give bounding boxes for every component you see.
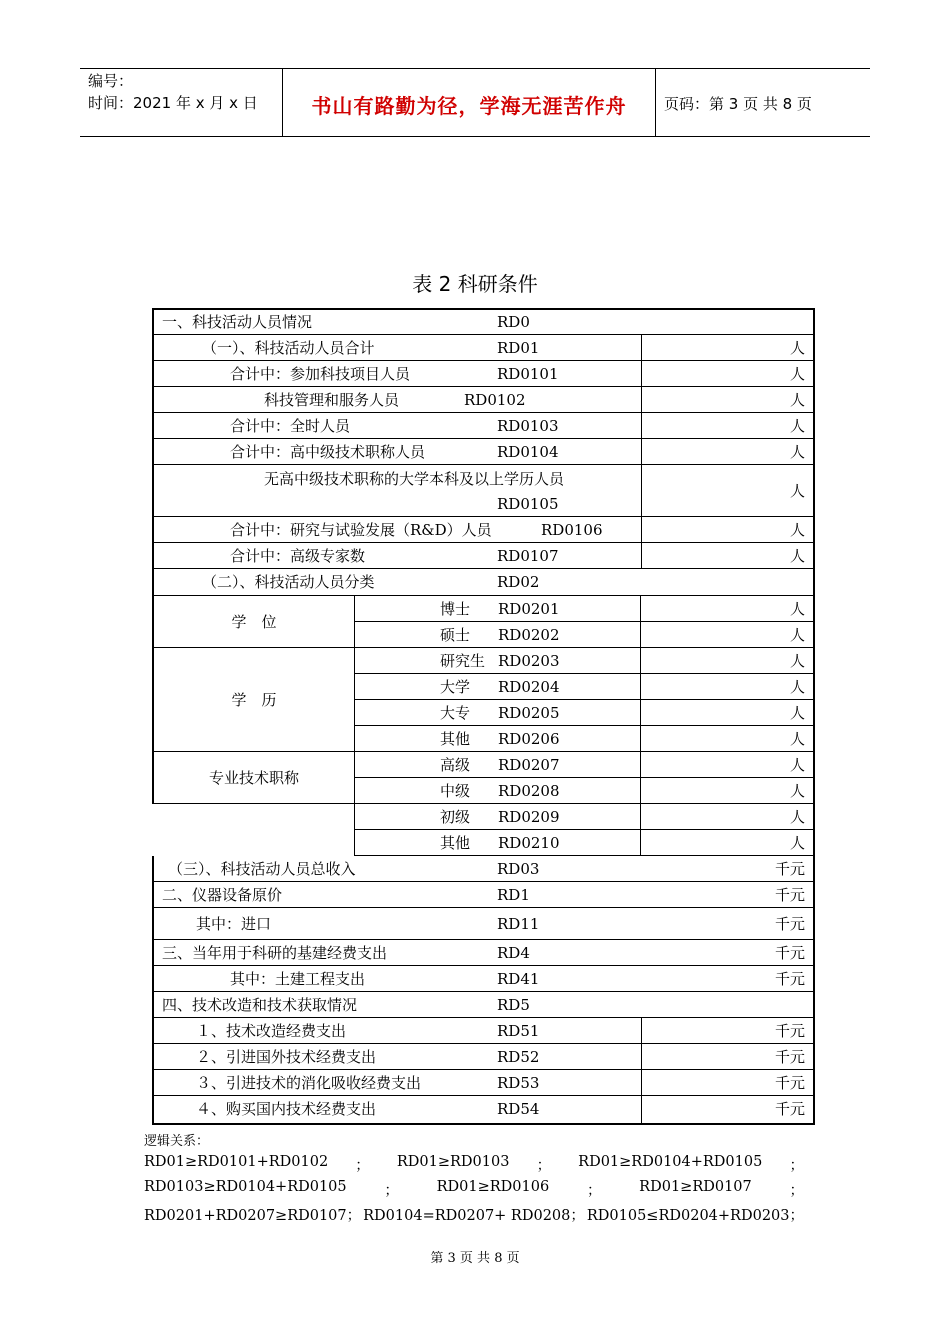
row-label: 合计中：全时人员 [230, 417, 351, 435]
row-code: RD0 [497, 313, 530, 331]
column-divider [640, 596, 641, 621]
row-code: RD1 [497, 886, 530, 904]
sub-code: RD0209 [498, 808, 560, 826]
column-divider [640, 700, 641, 725]
row-code: RD0105 [497, 495, 559, 513]
row-unit: 人 [789, 365, 805, 383]
row-unit: 人 [789, 730, 805, 748]
row-unit: 人 [789, 417, 805, 435]
row-label: 合计中：参加科技项目人员 [230, 365, 411, 383]
row-unit: 人 [789, 391, 805, 409]
table-row [354, 596, 815, 622]
row-unit: 人 [789, 547, 805, 565]
table-row [152, 992, 815, 1018]
sub-name: 其他 [440, 730, 471, 748]
sub-name: 研究生 [440, 652, 486, 670]
row-label: 四、技术改造和技术获取情况 [162, 996, 358, 1014]
serial-label: 编号： [88, 72, 134, 90]
table-row [152, 1018, 815, 1044]
table-row [152, 361, 815, 387]
column-divider [641, 1044, 642, 1069]
column-divider [641, 335, 642, 360]
row-label: ３、引进技术的消化吸收经费支出 [196, 1074, 422, 1092]
column-divider [640, 804, 641, 829]
row-unit: 人 [789, 443, 805, 461]
page-footer: 第 3 页 共 8 页 [430, 1251, 520, 1266]
row-label: （二）、科技活动人员分类 [202, 573, 375, 591]
row-label: 三、当年用于科研的基建经费支出 [162, 944, 388, 962]
table-row [152, 1044, 815, 1070]
sub-name: 大学 [440, 678, 471, 696]
column-divider [640, 752, 641, 777]
row-label: 一、科技活动人员情况 [162, 313, 313, 331]
table-row [354, 674, 815, 700]
row-unit: 千元 [774, 1048, 805, 1066]
table-row [152, 465, 815, 517]
row-unit: 千元 [774, 886, 805, 904]
row-unit: 千元 [774, 1074, 805, 1092]
sub-code: RD0204 [498, 678, 560, 696]
row-code: RD0101 [497, 365, 559, 383]
logic-line-2 [144, 1179, 804, 1200]
row-unit: 人 [789, 704, 805, 722]
row-unit: 千元 [774, 944, 805, 962]
row-code: RD0107 [497, 547, 559, 565]
row-label: （一）、科技活动人员合计 [202, 339, 375, 357]
header-page-info: 页码：第 3 页 共 8 页 [664, 95, 812, 113]
row-unit: 人 [789, 521, 805, 539]
logic-separator: ； [384, 1183, 399, 1199]
header-motto: 书山有路勤为径，学海无涯苦作舟 [311, 94, 627, 118]
column-divider [641, 1018, 642, 1043]
table-row [152, 882, 815, 908]
logic-separator: ； [789, 1183, 804, 1199]
table-row [152, 908, 815, 940]
table-row [152, 966, 815, 992]
row-unit: 人 [789, 782, 805, 800]
row-code: RD4 [497, 944, 530, 962]
column-divider [641, 439, 642, 464]
sub-name: 中级 [440, 782, 471, 800]
table-row [354, 752, 815, 778]
row-unit: 人 [789, 339, 805, 357]
logic-separator: ； [536, 1158, 552, 1174]
sub-code: RD0205 [498, 704, 560, 722]
row-code: RD5 [497, 996, 530, 1014]
column-divider [640, 622, 641, 647]
logic-item: RD01≥RD0101+RD0102 [144, 1154, 329, 1170]
sub-code: RD0201 [498, 600, 560, 618]
table-row [354, 778, 815, 804]
row-unit: 千元 [774, 1100, 805, 1118]
row-code: RD52 [497, 1048, 540, 1066]
sub-name: 高级 [440, 756, 471, 774]
table-row [152, 335, 815, 361]
row-label: ４、购买国内技术经费支出 [196, 1100, 377, 1118]
column-divider [641, 1096, 642, 1123]
sub-code: RD0210 [498, 834, 560, 852]
logic-item: RD01≥RD0107 [639, 1179, 752, 1195]
table-row [152, 856, 815, 882]
logic-item: RD0201+RD0207≥RD0107； [144, 1208, 362, 1224]
sub-code: RD0207 [498, 756, 560, 774]
sub-code: RD0208 [498, 782, 560, 800]
table-row [354, 700, 815, 726]
row-label: 其中：进口 [196, 915, 272, 933]
group-education: 学 历 [152, 648, 355, 752]
group-professional-title: 专业技术职称 [152, 752, 355, 804]
sub-name: 初级 [440, 808, 471, 826]
group-degree: 学 位 [152, 596, 355, 648]
row-code: RD0106 [541, 521, 603, 539]
logic-line-1 [144, 1154, 804, 1175]
table-row [152, 1070, 815, 1096]
table-row [152, 543, 815, 569]
column-divider [640, 778, 641, 803]
header-bottom-rule [80, 136, 870, 137]
row-code: RD51 [497, 1022, 540, 1040]
row-code: RD0104 [497, 443, 559, 461]
row-unit: 人 [789, 756, 805, 774]
table-row [152, 517, 815, 543]
column-divider [641, 1070, 642, 1095]
table-row [354, 830, 815, 856]
table-row [354, 726, 815, 752]
column-divider [641, 517, 642, 542]
table-row [152, 569, 815, 596]
row-code: RD0102 [464, 391, 526, 409]
sub-name: 大专 [440, 704, 471, 722]
sub-code: RD0202 [498, 626, 560, 644]
header-top-rule [80, 68, 870, 69]
sub-name: 硕士 [440, 626, 471, 644]
table-row [354, 804, 815, 830]
sub-code: RD0206 [498, 730, 560, 748]
logic-item: RD0105≤RD0204+RD0203； [586, 1208, 804, 1224]
row-label: １、技术改造经费支出 [196, 1022, 347, 1040]
row-code: RD02 [497, 573, 540, 591]
table-row [152, 439, 815, 465]
row-code: RD54 [497, 1100, 540, 1118]
time-label: 时间：2021 年 x 月 x 日 [88, 94, 258, 112]
table-row [152, 387, 815, 413]
row-label: （三）、科技活动人员总收入 [168, 860, 356, 878]
column-divider [641, 543, 642, 568]
logic-title: 逻辑关系： [144, 1134, 210, 1149]
column-divider [641, 465, 642, 516]
row-unit: 人 [789, 626, 805, 644]
table-row [152, 413, 815, 439]
row-label: 其中：土建工程支出 [230, 970, 366, 988]
column-divider [641, 361, 642, 386]
row-unit: 人 [789, 834, 805, 852]
logic-item: RD0104=RD0207+ RD0208； [363, 1208, 585, 1224]
row-label: 二、仪器设备原价 [162, 886, 283, 904]
row-label: ２、引进国外技术经费支出 [196, 1048, 377, 1066]
sub-code: RD0203 [498, 652, 560, 670]
logic-item: RD01≥RD0104+RD0105 [578, 1154, 763, 1170]
row-unit: 千元 [774, 915, 805, 933]
logic-separator: ； [355, 1158, 370, 1174]
row-unit: 千元 [774, 860, 805, 878]
column-divider [640, 726, 641, 751]
column-divider [640, 648, 641, 673]
table-row [152, 1096, 815, 1125]
row-code: RD53 [497, 1074, 540, 1092]
row-label: 合计中：研究与试验发展（R&D）人员 [230, 521, 492, 539]
sub-name: 其他 [440, 834, 471, 852]
logic-item: RD0103≥RD0104+RD0105 [144, 1179, 347, 1195]
table-row [354, 622, 815, 648]
row-unit: 千元 [774, 970, 805, 988]
sub-name: 博士 [440, 600, 471, 618]
column-divider [641, 387, 642, 412]
row-code: RD11 [497, 915, 540, 933]
row-unit: 人 [789, 808, 805, 826]
row-label: 无高中级技术职称的大学本科及以上学历人员 [264, 470, 565, 488]
row-label: 合计中：高中级技术职称人员 [230, 443, 426, 461]
row-unit: 人 [789, 678, 805, 696]
row-code: RD03 [497, 860, 540, 878]
column-divider [641, 413, 642, 438]
row-unit: 人 [789, 600, 805, 618]
logic-separator: ； [586, 1183, 602, 1199]
column-divider [640, 830, 641, 855]
row-code: RD0103 [497, 417, 559, 435]
row-unit: 人 [789, 482, 805, 500]
table-row [152, 308, 815, 335]
row-code: RD01 [497, 339, 540, 357]
logic-separator: ； [789, 1158, 804, 1174]
logic-item: RD01≥RD0103 [396, 1154, 510, 1170]
row-unit: 千元 [774, 1022, 805, 1040]
header-meta [88, 70, 258, 114]
row-label: 科技管理和服务人员 [264, 391, 400, 409]
column-divider [640, 674, 641, 699]
table-row [354, 648, 815, 674]
row-label: 合计中：高级专家数 [230, 547, 366, 565]
header-divider-right [655, 68, 656, 136]
logic-line-3 [144, 1204, 804, 1225]
row-unit: 人 [789, 652, 805, 670]
table-row [152, 940, 815, 966]
row-code: RD41 [497, 970, 540, 988]
table-title: 表 2 科研条件 [412, 272, 538, 296]
logic-item: RD01≥RD0106 [436, 1179, 550, 1195]
